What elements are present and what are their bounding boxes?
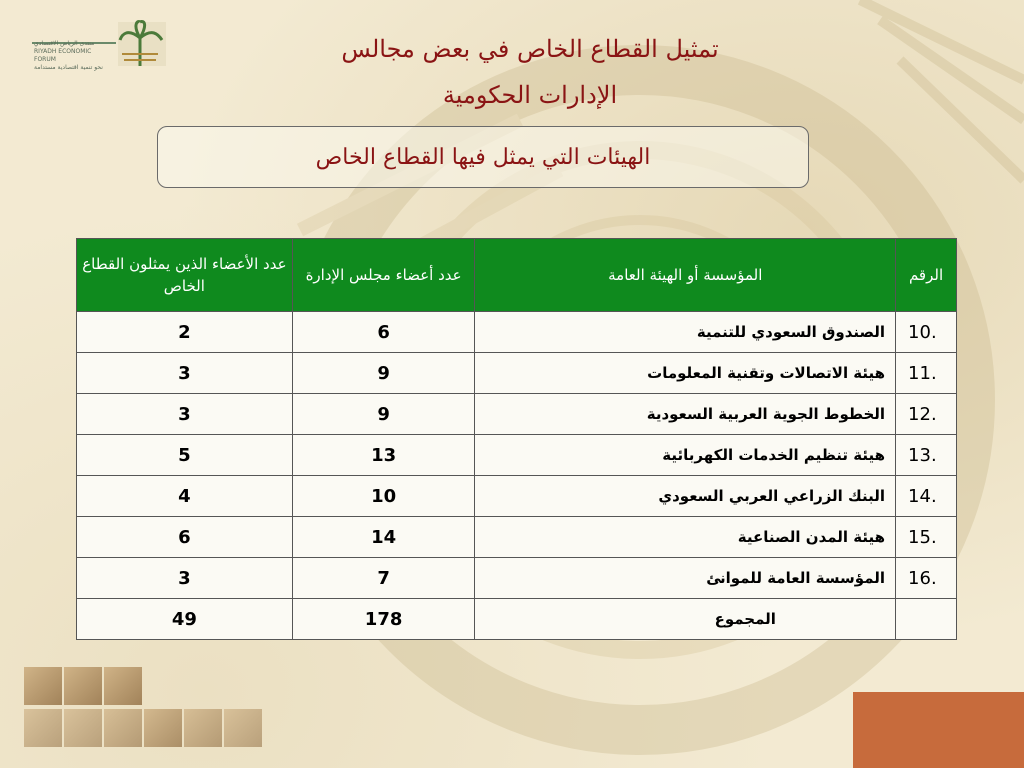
row-institution: البنك الزراعي العربي السعودي — [475, 476, 896, 517]
row-index: 13. — [896, 435, 957, 476]
row-private-members: 4 — [77, 476, 293, 517]
logo-caption — [34, 40, 114, 72]
table-row — [77, 353, 957, 394]
row-private-members: 6 — [77, 517, 293, 558]
row-private-members: 5 — [77, 435, 293, 476]
photo-tile — [104, 667, 142, 705]
photo-tile — [144, 709, 182, 747]
photo-tile — [24, 667, 62, 705]
row-institution: هيئة تنظيم الخدمات الكهربائية — [475, 435, 896, 476]
row-board-members: 7 — [292, 558, 475, 599]
header-index: الرقم — [896, 239, 957, 312]
logo-name-arabic: منتدى الرياض الاقتصادي — [34, 40, 95, 47]
header-institution: المؤسسة أو الهيئة العامة — [475, 239, 896, 312]
header-board-members: عدد أعضاء مجلس الإدارة — [292, 239, 475, 312]
row-private-members: 3 — [77, 353, 293, 394]
representation-table-container — [76, 238, 957, 640]
row-board-members: 9 — [292, 353, 475, 394]
row-institution: المؤسسة العامة للموانئ — [475, 558, 896, 599]
photo-tile — [104, 709, 142, 747]
header-private-members: عدد الأعضاء الذين يمثلون القطاع الخاص — [77, 239, 293, 312]
photo-tile — [24, 709, 62, 747]
subtitle: الهيئات التي يمثل فيها القطاع الخاص — [315, 144, 651, 170]
row-board-members: 6 — [292, 312, 475, 353]
total-private-members: 49 — [77, 599, 293, 640]
row-index: 12. — [896, 394, 957, 435]
photo-tile — [64, 667, 102, 705]
row-board-members: 9 — [292, 394, 475, 435]
total-label: المجموع — [475, 599, 896, 640]
table-row — [77, 312, 957, 353]
table-header-row — [77, 239, 957, 312]
row-private-members: 3 — [77, 394, 293, 435]
row-institution: هيئة المدن الصناعية — [475, 517, 896, 558]
row-private-members: 3 — [77, 558, 293, 599]
representation-table — [76, 238, 957, 640]
table-row — [77, 394, 957, 435]
page-title-line-1: تمثيل القطاع الخاص في بعض مجالس — [341, 35, 719, 63]
table-row — [77, 476, 957, 517]
subtitle-box — [157, 126, 809, 188]
row-index: 14. — [896, 476, 957, 517]
row-index: 10. — [896, 312, 957, 353]
total-board-members: 178 — [292, 599, 475, 640]
row-board-members: 10 — [292, 476, 475, 517]
row-board-members: 14 — [292, 517, 475, 558]
page-title — [250, 26, 810, 118]
table-row — [77, 435, 957, 476]
page-title-line-2: الإدارات الحكومية — [442, 81, 618, 109]
total-index — [896, 599, 957, 640]
row-index: 11. — [896, 353, 957, 394]
photo-tile — [64, 709, 102, 747]
table-row — [77, 517, 957, 558]
table-row — [77, 558, 957, 599]
row-board-members: 13 — [292, 435, 475, 476]
logo-tagline: نحو تنمية اقتصادية مستدامة — [34, 64, 103, 71]
row-index: 16. — [896, 558, 957, 599]
table-total-row — [77, 599, 957, 640]
logo-name-english: RIYADH ECONOMIC FORUM — [34, 48, 92, 63]
row-institution: الصندوق السعودي للتنمية — [475, 312, 896, 353]
accent-box — [853, 692, 1024, 768]
row-private-members: 2 — [77, 312, 293, 353]
photo-tile — [224, 709, 262, 747]
decorative-photo-tiles — [22, 667, 268, 753]
row-index: 15. — [896, 517, 957, 558]
photo-tile — [184, 709, 222, 747]
row-institution: هيئة الاتصالات وتقنية المعلومات — [475, 353, 896, 394]
row-institution: الخطوط الجوية العربية السعودية — [475, 394, 896, 435]
